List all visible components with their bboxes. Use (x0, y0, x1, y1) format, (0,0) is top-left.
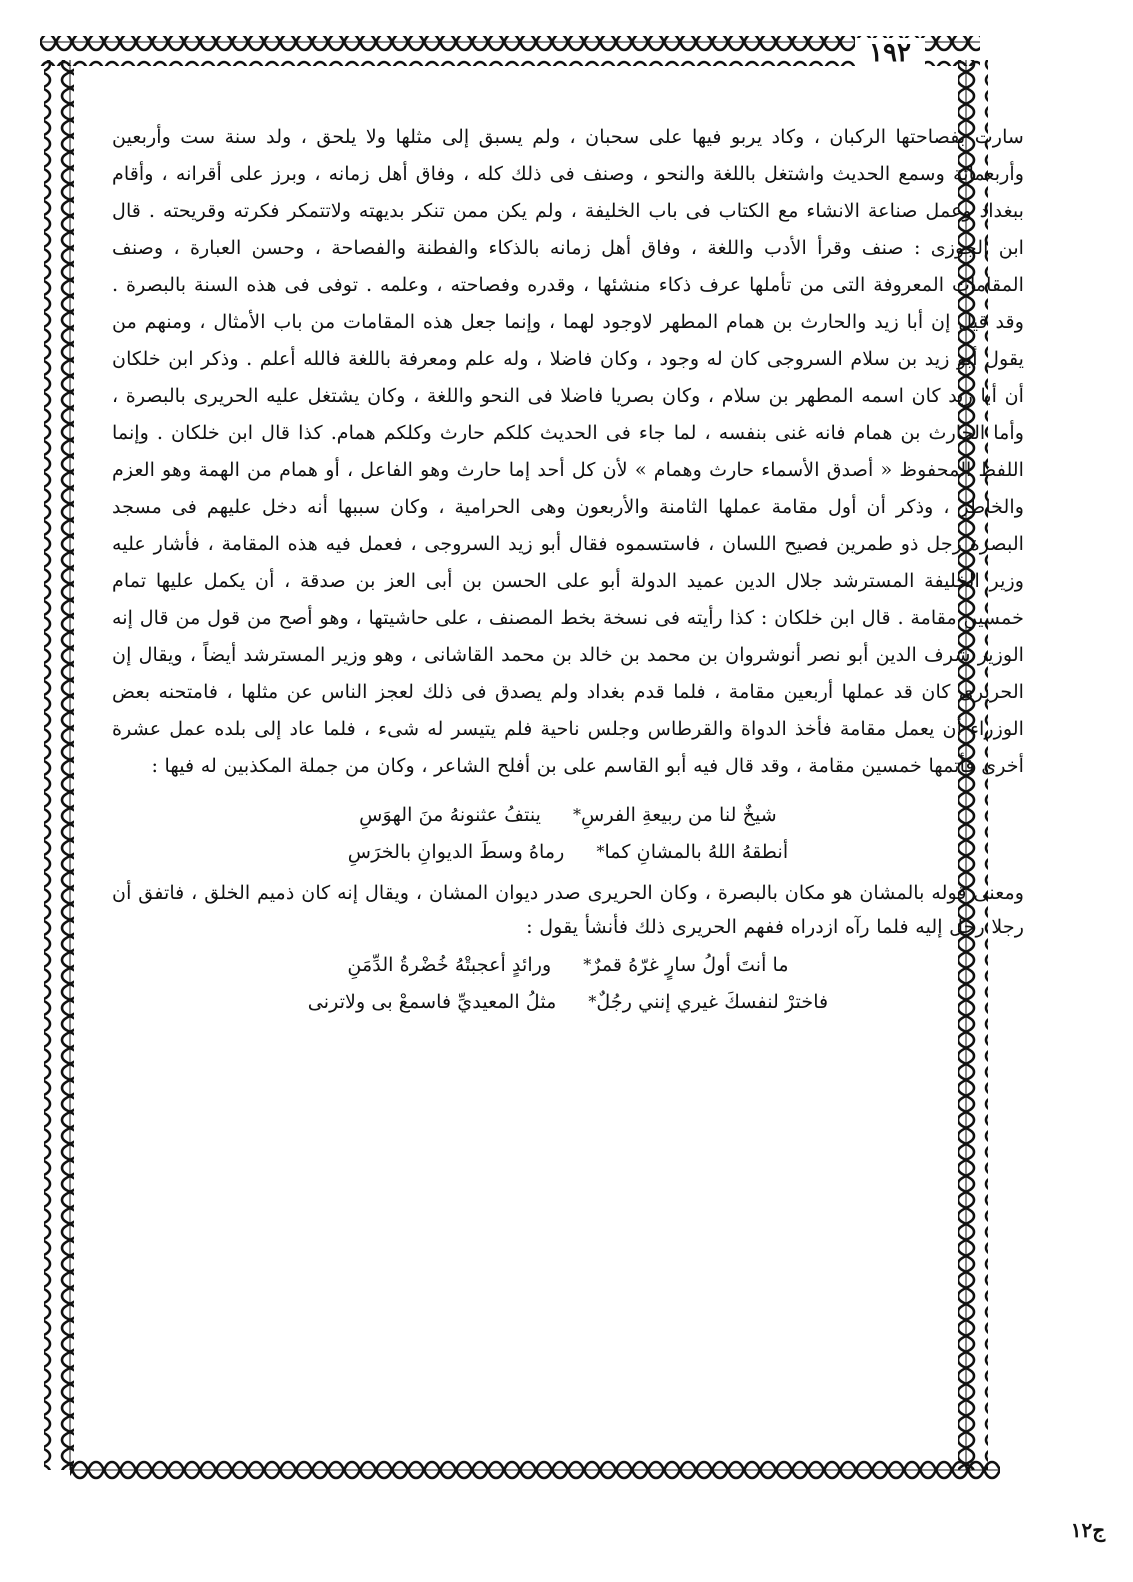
paragraph-2: ومعنى قوله بالمشان هو مكان بالبصرة ، وكان الحريرى صدر ديوان المشان ، ويقال إنه كان ذميم الخلق ، فاتفق أن رجلا رحل إليه فلما رآه ازدراه ففهم الحريرى ذلك فأنشأ يقول : (112, 881, 1024, 938)
hemistich-left: رماهُ وسطَ الديوانِ بالخرَسِ (347, 840, 565, 863)
main-text (112, 118, 1024, 1418)
page-number: ١٩٢ (855, 38, 925, 68)
verse-separator: * (573, 805, 582, 824)
verse-separator: * (588, 992, 597, 1011)
border-left (44, 60, 74, 1470)
poem-1 (112, 796, 1024, 870)
signature-mark: ج١٢ (1070, 1518, 1106, 1542)
hemistich-left: ورائدٍ أعجبتْهُ خُضْرةُ الدِّمَنِ (347, 953, 552, 976)
paragraph-1: سارت بفصاحتها الركبان ، وكاد يربو فيها على سحبان ، ولم يسبق إلى مثلها ولا يلحق ، ولد سنة ست وأربعين وأربعمائة وسمع الحديث واشتغل باللغة والنحو ، وصنف فى ذلك كله ، وفاق أهل زمانه ، وبرز على أقرانه ، وأقام ببغداد وعمل صناعة الانشاء مع الكتاب فى باب الخليفة ، ولم يكن ممن تنكر بديهته ولاتتمكر فكرته وقريحته . قال ابن الجوزى : صنف وقرأ الأدب واللغة ، وفاق أهل زمانه بالذكاء والفطنة والفصاحة ، وحسن العبارة ، وصنف المقامات المعروفة التى من تأملها عرف ذكاء منشئها ، وقدره وفصاحته ، وعلمه . توفى فى هذه السنة بالبصرة . وقد قيل إن أبا زيد والحارث بن همام المطهر لاوجود لهما ، وإنما جعل هذه المقامات من باب الأمثال ، ومنهم من يقول أبو زيد بن سلام السروجى كان له وجود ، وكان فاضلا ، وله علم ومعرفة باللغة فالله أعلم . وذكر ابن خلكان أن أبا زيد كان اسمه المطهر بن سلام ، وكان بصريا فاضلا فى النحو واللغة ، وكان يشتغل عليه الحريرى بالبصرة ، وأما الحارث بن همام فانه غنى بنفسه ، لما جاء فى الحديث كلكم حارث وكلكم همام. كذا قال ابن خلكان . وإنما اللفظ المحفوظ « أصدق الأسماء حارث وهمام » لأن كل أحد إما حارث وهو الفاعل ، أو همام من الهمة وهو العزم والخاطر ، وذكر أن أول مقامة عملها الثامنة والأربعون وهى الحرامية ، وكان سببها أنه دخل عليهم فى مسجد البصرة رجل ذو طمرين فصيح اللسان ، فاستسموه فقال أبو زيد السروجى ، فعمل فيه هذه المقامة ، فأشار عليه وزير الخليفة المسترشد جلال الدين عميد الدولة أبو على الحسن بن أبى العز بن صدقة ، أن يكمل عليها تمام خمسين مقامة . قال ابن خلكان : كذا رأيته فى نسخة بخط المصنف ، على حاشيتها ، وهو أصح من قول من قال إنه الوزير شرف الدين أبو نصر أنوشروان بن محمد بن خالد بن محمد القاشانى ، وهو وزير المسترشد أيضاً ، ويقال إن الحريرى كان قد عملها أربعين مقامة ، فلما قدم بغداد ولم يصدق فى ذلك لعجز الناس عن مثلها ، فامتحنه بعض الوزراء أن يعمل مقامة فأخذ الدواة والقرطاس وجلس ناحية فلم يتيسر له شىء ، فلما عاد إلى بلده عمل عشرة أخرى فأتمها خمسين مقامة ، وقد قال فيه أبو القاسم على بن أفلح الشاعر ، وكان من جملة المكذبين له فيها : (112, 125, 1024, 777)
verse-line (112, 946, 1024, 983)
hemistich-right: شيخٌ لنا من ربيعةِ الفرسِ (581, 803, 777, 826)
hemistich-right: ما أنتَ أولُ سارٍ غرّهُ قمرٌ (591, 953, 789, 976)
verse-separator: * (583, 955, 592, 974)
verse-line (112, 796, 1024, 833)
border-bottom (70, 1454, 1000, 1484)
hemistich-left: ينتفُ عثنونهُ منَ الهوَسِ (359, 803, 542, 826)
hemistich-right: فاخترْ لنفسكَ غيري إنني رجُلٌ (596, 990, 829, 1013)
border-top (40, 36, 980, 66)
verse-separator: * (596, 842, 605, 861)
hemistich-right: أنطقهُ اللهُ بالمشانِ كما (604, 840, 789, 863)
poem-2 (112, 946, 1024, 1020)
verse-line (112, 983, 1024, 1020)
verse-line (112, 833, 1024, 870)
hemistich-left: مثلُ المعيديِّ فاسمعْ بى ولاترنى (307, 990, 557, 1013)
